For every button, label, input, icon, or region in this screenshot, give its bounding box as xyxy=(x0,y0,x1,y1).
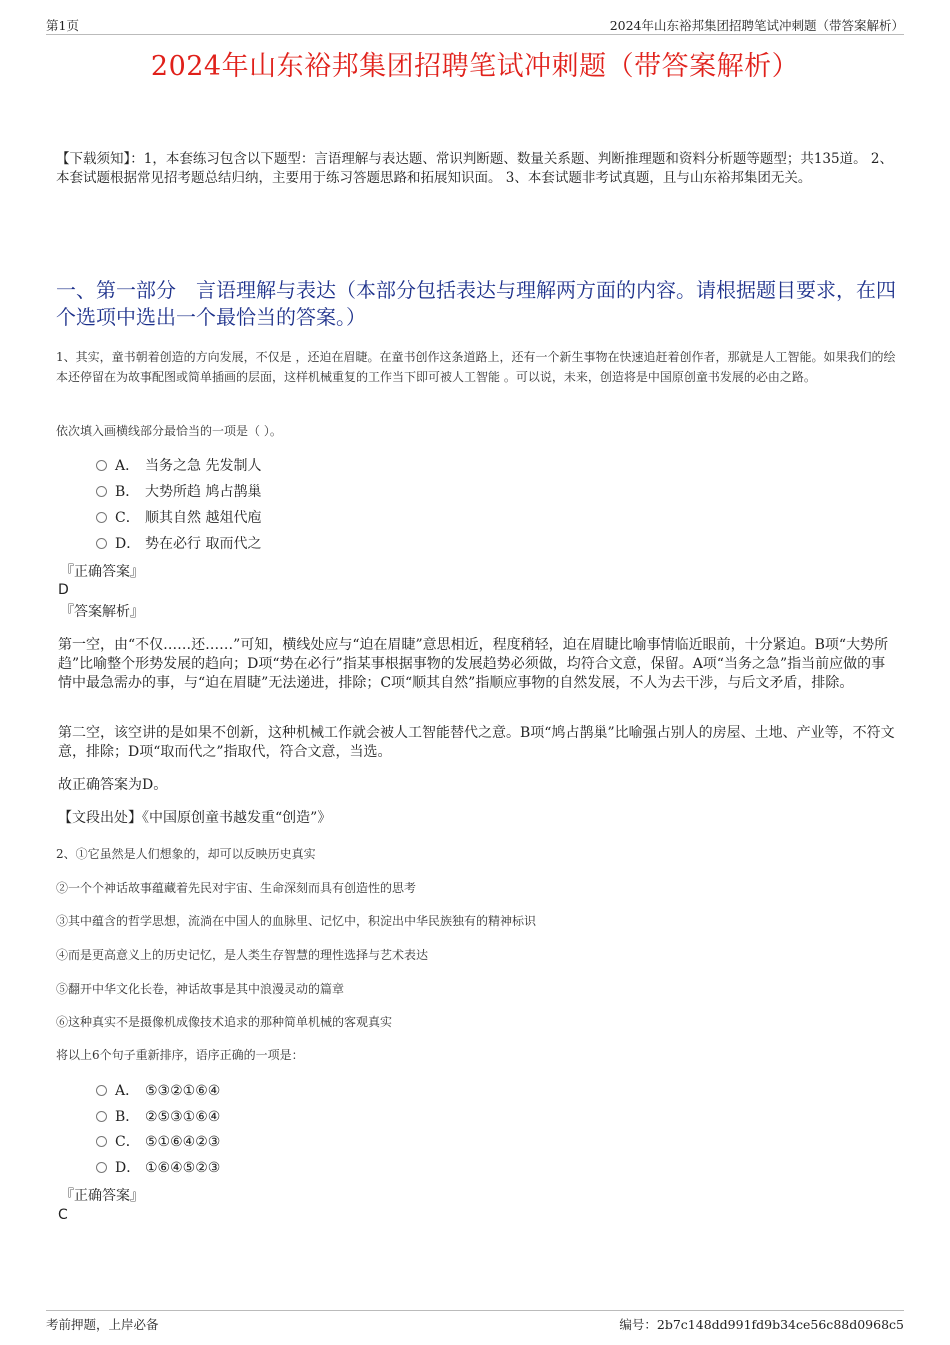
radio-icon[interactable] xyxy=(96,1136,107,1147)
q1-option-d[interactable]: D． 势在必行 取而代之 xyxy=(96,534,261,554)
page-header xyxy=(46,14,904,35)
q1-analysis-paragraph-3: 故正确答案为D。 xyxy=(58,777,168,793)
radio-icon[interactable] xyxy=(96,486,107,497)
question-2-prompt: 将以上6个句子重新排序，语序正确的一项是： xyxy=(56,1048,304,1062)
question-2-stem: 2、①它虽然是人们想象的，却可以反映历史真实 xyxy=(56,847,316,861)
radio-icon[interactable] xyxy=(96,1111,107,1122)
q2-sentence: ④而是更高意义上的历史记忆，是人类生存智慧的理性选择与艺术表达 xyxy=(56,948,429,962)
q2-option-a[interactable]: A． ⑤③②①⑥④ xyxy=(96,1081,220,1101)
q2-answer-label: 『正确答案』 xyxy=(60,1188,144,1204)
q2-sentence: ②一个个神话故事蕴藏着先民对宇宙、生命深刻而具有创造性的思考 xyxy=(56,881,417,895)
q2-sentence: ③其中蕴含的哲学思想，流淌在中国人的血脉里、记忆中，积淀出中华民族独有的精神标识 xyxy=(56,914,537,928)
q1-answer: D xyxy=(58,582,69,598)
radio-icon[interactable] xyxy=(96,1162,107,1173)
radio-icon[interactable] xyxy=(96,460,107,471)
q2-sentence: ⑤翻开中华文化长卷，神话故事是其中浪漫灵动的篇章 xyxy=(56,982,345,996)
q1-option-c[interactable]: C． 顺其自然 越俎代庖 xyxy=(96,508,261,528)
download-notice: 【下载须知】：1，本套练习包含以下题型：言语理解与表达题、常识判断题、数量关系题、判断推理题和资料分析题等题型；共135道。 2、本套试题根据常见招考题总结归纳，主要用于练习答题思路和拓展知识面。 3、本套试题非考试真题，且与山东裕邦集团无关。 xyxy=(56,151,893,186)
q2-sentence: ⑥这种真实不是摄像机成像技术追求的那种简单机械的客观真实 xyxy=(56,1015,393,1029)
q1-analysis-paragraph-2: 第二空，该空讲的是如果不创新，这种机械工作就会被人工智能替代之意。B项“鸠占鹊巢”比喻强占别人的房屋、土地、产业等，不符文意，排除；D项“取而代之”指取代，符合文意，当选。 xyxy=(58,725,895,760)
q1-option-b[interactable]: B． 大势所趋 鸠占鹊巢 xyxy=(96,482,261,502)
question-1-stem: 1、其实，童书朝着创造的方向发展，不仅是 ，还迫在眉睫。在童书创作这条道路上，还有一个新生事物在快速追赶着创作者，那就是人工智能。如果我们的绘本还停留在为故事配图或简单插画的层面，这样机械重复的工作当下即可被人工智能 。可以说，未来，创造将是中国原创童书发展的必由之路。 xyxy=(56,350,896,384)
q1-source: 【文段出处】《中国原创童书越发重“创造”》 xyxy=(58,810,332,826)
q1-analysis-paragraph-1: 第一空，由“不仅……还……”可知，横线处应与“迫在眉睫”意思相近，程度稍轻，迫在眉睫比喻事情临近眼前，十分紧迫。B项“大势所趋”比喻整个形势发展的趋向；D项“势在必行”指某事根据事物的发展趋势必须做，均符合文意，保留。A项“当务之急”指当前应做的事情中最急需办的事，与“迫在眉睫”无法递进，排除；C项“顺其自然”指顺应事物的自然发展，不人为去干涉，与后文矛盾，排除。 xyxy=(58,637,889,691)
radio-icon[interactable] xyxy=(96,538,107,549)
page-number: 第1页 xyxy=(46,18,79,33)
section-heading: 一、第一部分 言语理解与表达（本部分包括表达与理解两方面的内容。请根据题目要求，在四个选项中选出一个最恰当的答案。） xyxy=(56,278,896,329)
footer-serial: 编号：2b7c148dd991fd9b34ce56c88d0968c5 xyxy=(619,1317,904,1332)
document-title: 2024年山东裕邦集团招聘笔试冲刺题（带答案解析） xyxy=(150,51,800,82)
radio-icon[interactable] xyxy=(96,512,107,523)
page-footer xyxy=(46,1310,904,1335)
header-doc-title: 2024年山东裕邦集团招聘笔试冲刺题（带答案解析） xyxy=(609,18,904,33)
radio-icon[interactable] xyxy=(96,1085,107,1096)
q1-option-a[interactable]: A． 当务之急 先发制人 xyxy=(96,456,261,476)
q2-option-b[interactable]: B． ②⑤③①⑥④ xyxy=(96,1107,220,1127)
q2-option-d[interactable]: D． ①⑥④⑤②③ xyxy=(96,1158,220,1178)
question-1-prompt: 依次填入画横线部分最恰当的一项是（ ）。 xyxy=(56,424,282,438)
q2-answer: C xyxy=(58,1207,68,1223)
footer-slogan: 考前押题，上岸必备 xyxy=(46,1317,159,1332)
q1-answer-label: 『正确答案』 xyxy=(60,564,144,580)
q2-option-c[interactable]: C． ⑤①⑥④②③ xyxy=(96,1132,220,1152)
q1-analysis-label: 『答案解析』 xyxy=(60,604,144,620)
